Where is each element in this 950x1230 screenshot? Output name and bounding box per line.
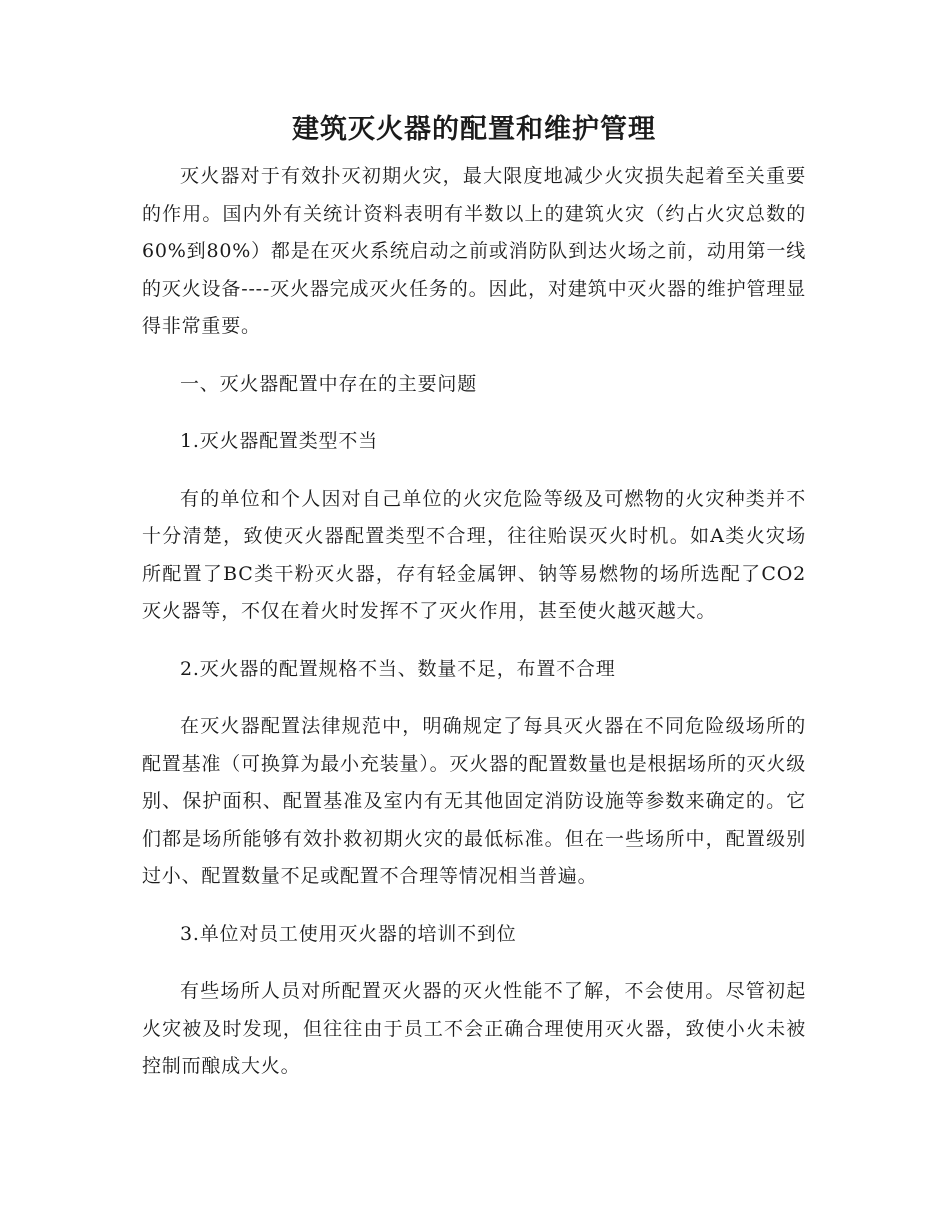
spacer <box>142 896 806 916</box>
spacer <box>142 631 806 651</box>
item-3-heading: 3.单位对员工使用灭火器的培训不到位 <box>180 922 517 945</box>
item-1-heading: 1.灭火器配置类型不当 <box>180 430 378 452</box>
document-page <box>142 108 806 1086</box>
item-2-heading: 2.灭火器的配置规格不当、数量不足，布置不合理 <box>180 657 616 680</box>
spacer <box>142 403 806 423</box>
spacer <box>142 688 806 708</box>
spacer <box>142 346 806 366</box>
document-title: 建筑灭火器的配置和维护管理 <box>292 114 656 145</box>
spacer <box>142 953 806 973</box>
item-1-body: 有的单位和个人因对自己单位的火灾危险等级及可燃物的火灾种类并不十分清楚，致使灭火器配置类型不合理，往往贻误灭火时机。如A类火灾场所配置了BC类干粉灭火器，存有轻金属钾、钠等易燃物的场所选配了CO2灭火器等，不仅在着火时发挥不了灭火作用，甚至使火越灭越大。 <box>142 487 806 622</box>
item-3-body: 有些场所人员对所配置灭火器的灭火性能不了解，不会使用。尽管初起火灾被及时发现，但往往由于员工不会正确合理使用灭火器，致使小火未被控制而酿成大火。 <box>142 980 806 1077</box>
section-heading: 一、灭火器配置中存在的主要问题 <box>180 372 478 395</box>
intro-paragraph: 灭火器对于有效扑灭初期火灾，最大限度地减少火灾损失起着至关重要的作用。国内外有关统计资料表明有半数以上的建筑火灾（约占火灾总数的60%到80%）都是在灭火系统启动之前或消防队到达火场之前，动用第一线的灭火设备----灭火器完成灭火任务的。因此，对建筑中灭火器的维护管理显得非常重要。 <box>142 165 806 337</box>
spacer <box>142 461 806 481</box>
item-2-body: 在灭火器配置法律规范中，明确规定了每具灭火器在不同危险级场所的配置基准（可换算为最小充装量）。灭火器的配置数量也是根据场所的灭火级别、保护面积、配置基准及室内有无其他固定消防设施等参数来确定的。它们都是场所能够有效扑救初期火灾的最低标准。但在一些场所中，配置级别过小、配置数量不足或配置不合理等情况相当普遍。 <box>142 715 806 887</box>
